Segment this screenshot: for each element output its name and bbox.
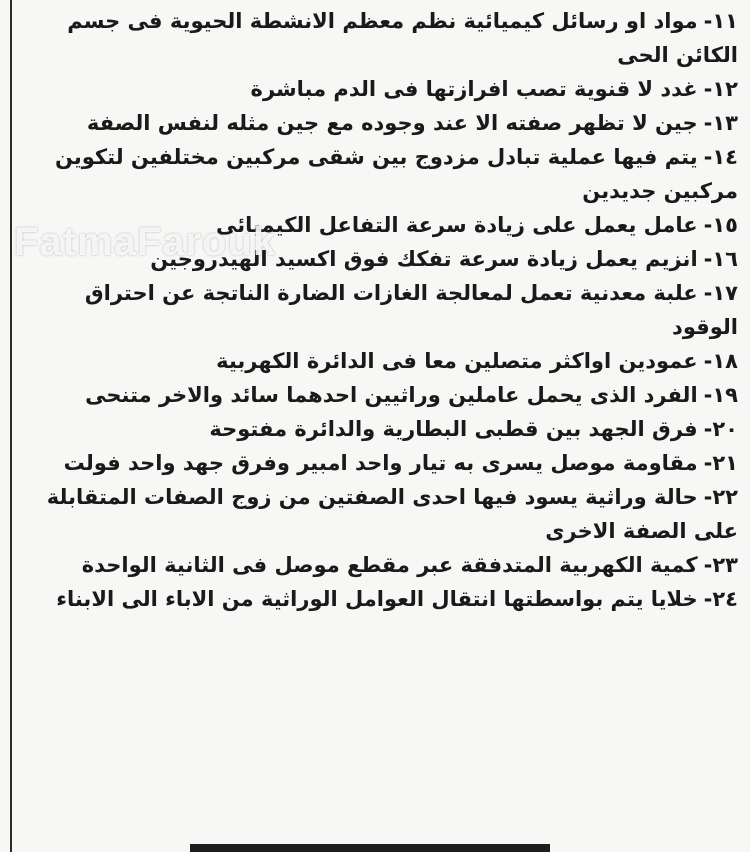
item-text: غدد لا قنوية تصب افرازتها فى الدم مباشرة bbox=[250, 77, 698, 101]
page-edge-line bbox=[10, 0, 12, 852]
item-text: عمودين اواكثر متصلين معا فى الدائرة الكهربية bbox=[216, 349, 698, 373]
item-text: علبة معدنية تعمل لمعالجة الغازات الضارة الناتجة عن احتراق الوقود bbox=[84, 281, 738, 339]
item-number: ٢٣- bbox=[703, 553, 738, 577]
item-text: حالة وراثية يسود فيها احدى الصفتين من زوج الصفات المتقابلة على الصفة الاخرى bbox=[46, 485, 738, 543]
item-number: ١١- bbox=[703, 9, 738, 33]
question-list bbox=[28, 4, 738, 616]
item-text: مقاومة موصل يسرى به تيار واحد امبير وفرق جهد واحد فولت bbox=[63, 451, 698, 475]
list-item-22 bbox=[28, 480, 738, 548]
item-number: ٢٠- bbox=[703, 417, 738, 441]
item-number: ٢١- bbox=[703, 451, 738, 475]
list-item-24 bbox=[28, 582, 738, 616]
item-number: ٢٤- bbox=[703, 587, 738, 611]
item-number: ٢٢- bbox=[703, 485, 738, 509]
item-text: عامل يعمل على زيادة سرعة التفاعل الكيميائى bbox=[215, 213, 698, 237]
list-item-19 bbox=[28, 378, 738, 412]
item-number: ١٩- bbox=[703, 383, 738, 407]
list-item-14 bbox=[28, 140, 738, 208]
item-text: الفرد الذى يحمل عاملين وراثيين احدهما سائد والاخر متنحى bbox=[85, 383, 698, 407]
item-text: خلايا يتم بواسطتها انتقال العوامل الوراثية من الاباء الى الابناء bbox=[56, 587, 698, 611]
list-item-21 bbox=[28, 446, 738, 480]
list-item-18 bbox=[28, 344, 738, 378]
item-text: جين لا تظهر صفته الا عند وجوده مع جين مثله لنفس الصفة bbox=[86, 111, 698, 135]
watermark-text: FatmaFarouk bbox=[14, 220, 277, 264]
list-item-17 bbox=[28, 276, 738, 344]
item-text: انزيم يعمل زيادة سرعة تفكك فوق اكسيد الهيدروجين bbox=[150, 247, 698, 271]
bottom-edge-bar bbox=[190, 844, 550, 852]
item-number: ١٥- bbox=[703, 213, 738, 237]
item-number: ١٢- bbox=[703, 77, 738, 101]
item-number: ١٤- bbox=[703, 145, 738, 169]
item-text: كمية الكهربية المتدفقة عبر مقطع موصل فى الثانية الواحدة bbox=[81, 553, 698, 577]
item-number: ١٧- bbox=[703, 281, 738, 305]
list-item-11 bbox=[28, 4, 738, 72]
list-item-23 bbox=[28, 548, 738, 582]
item-number: ١٣- bbox=[703, 111, 738, 135]
list-item-13 bbox=[28, 106, 738, 140]
item-text: يتم فيها عملية تبادل مزدوج بين شقى مركبين مختلفين لتكوين مركبين جديدين bbox=[54, 145, 738, 203]
item-text: فرق الجهد بين قطبى البطارية والدائرة مفتوحة bbox=[209, 417, 698, 441]
item-number: ١٦- bbox=[703, 247, 738, 271]
item-text: مواد او رسائل كيميائية نظم معظم الانشطة الحيوية فى جسم الكائن الحى bbox=[67, 9, 738, 67]
item-number: ١٨- bbox=[703, 349, 738, 373]
list-item-20 bbox=[28, 412, 738, 446]
list-item-12 bbox=[28, 72, 738, 106]
